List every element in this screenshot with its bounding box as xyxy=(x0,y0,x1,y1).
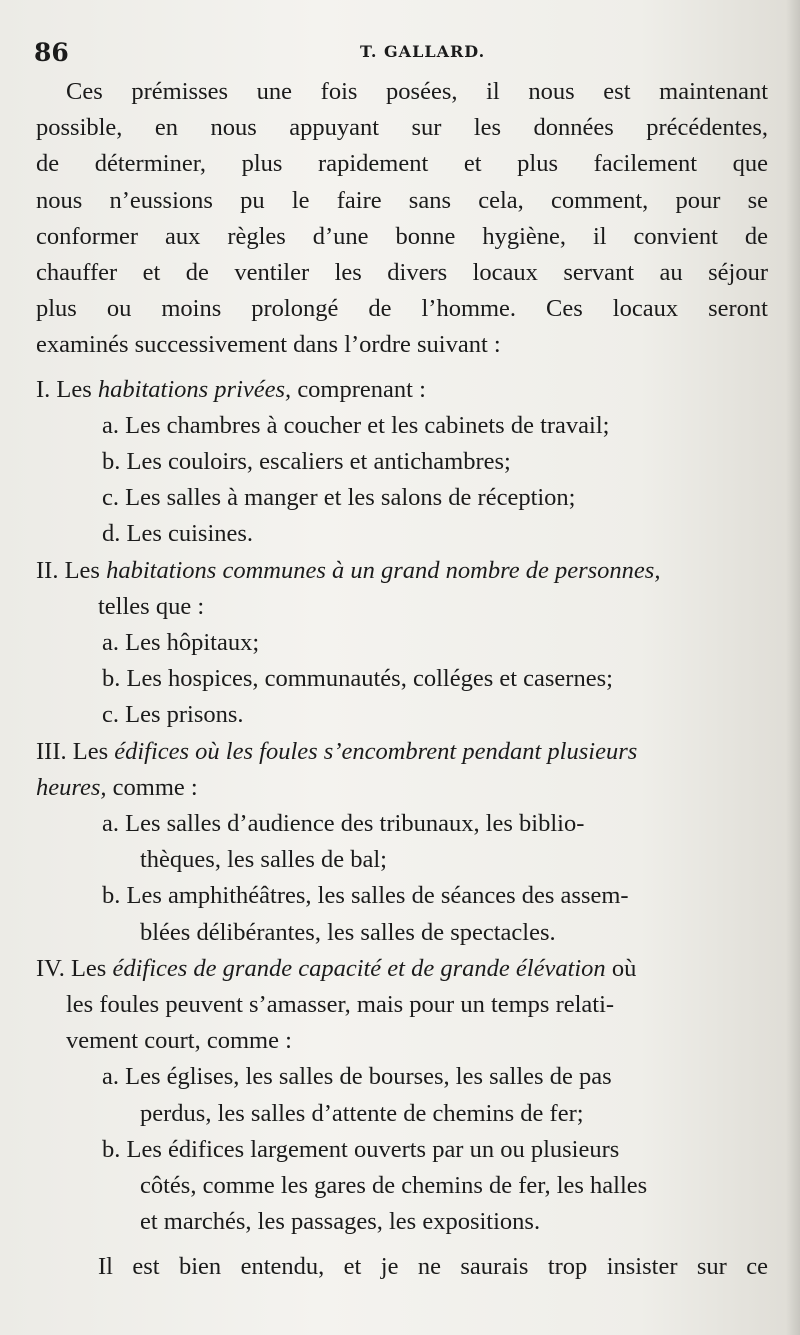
section-heading: IV. Les édifices de grande capacité et de grande élévation où xyxy=(36,954,637,982)
intro-line: plus ou moins prolongé de l’homme. Ces locaux seront xyxy=(36,295,768,323)
list-item: c. Les salles à manger et les salons de réception; xyxy=(102,484,576,512)
running-head: T. GALLARD. xyxy=(360,42,486,61)
section-number: II. xyxy=(36,556,59,584)
section-continuation: telles que : xyxy=(98,592,205,620)
list-item-continuation: blées délibérantes, les salles de spectacles. xyxy=(140,918,556,946)
section-continuation: les foules peuvent s’amasser, mais pour un temps relati- xyxy=(66,991,615,1019)
list-item-continuation: perdus, les salles d’attente de chemins de fer; xyxy=(140,1099,584,1127)
list-item-continuation: thèques, les salles de bal; xyxy=(140,846,387,874)
list-item: a. Les hôpitaux; xyxy=(102,629,260,657)
closing-line: Il est bien entendu, et je ne saurais trop insister sur ce xyxy=(98,1252,768,1280)
list-item-continuation: côtés, comme les gares de chemins de fer, les halles xyxy=(140,1172,648,1200)
page-header xyxy=(34,38,774,70)
intro-line: Ces prémisses une fois posées, il nous est maintenant xyxy=(66,78,768,105)
list-item: a. Les salles d’audience des tribunaux, les biblio- xyxy=(102,810,585,838)
intro-line: conformer aux règles d’une bonne hygiène, il convient de xyxy=(36,222,768,250)
intro-line: nous n’eussions pu le faire sans cela, comment, pour se xyxy=(36,186,768,214)
section-continuation: vement court, comme : xyxy=(66,1027,292,1055)
list-item: a. Les églises, les salles de bourses, les salles de pas xyxy=(102,1063,612,1091)
page-number: 86 xyxy=(34,38,69,67)
section-continuation: heures, comme : xyxy=(36,773,198,801)
body-text xyxy=(36,74,768,1285)
section-heading: II. Les habitations communes à un grand nombre de personnes, xyxy=(36,556,661,584)
list-item: b. Les édifices largement ouverts par un ou plusieurs xyxy=(102,1135,620,1163)
list-item: d. Les cuisines. xyxy=(102,520,254,548)
intro-line: de déterminer, plus rapidement et plus facilement que xyxy=(36,150,768,178)
intro-line: examinés successivement dans l’ordre suivant : xyxy=(36,331,501,359)
list-item: a. Les chambres à coucher et les cabinets de travail; xyxy=(102,411,610,439)
list-item: b. Les amphithéâtres, les salles de séances des assem- xyxy=(102,882,629,910)
section-number: I. xyxy=(36,375,51,403)
intro-line: possible, en nous appuyant sur les données précédentes, xyxy=(36,114,768,142)
section-heading: I. Les habitations privées, comprenant : xyxy=(36,375,426,403)
list-item: b. Les couloirs, escaliers et antichambres; xyxy=(102,448,511,476)
section-number: IV. xyxy=(36,954,65,982)
section-number: III. xyxy=(36,737,67,765)
intro-line: chauffer et de ventiler les divers locaux servant au séjour xyxy=(36,259,768,287)
section-title: habitations communes à un grand nombre de personnes, xyxy=(106,556,661,584)
section-title: habitations privées, xyxy=(97,375,292,403)
list-item: b. Les hospices, communautés, colléges et casernes; xyxy=(102,665,613,693)
list-item: c. Les prisons. xyxy=(102,701,244,729)
section-title: édifices où les foules s’encombrent pendant plusieurs xyxy=(114,737,638,765)
section-heading: III. Les édifices où les foules s’encombrent pendant plusieurs xyxy=(36,737,638,765)
list-item-continuation: et marchés, les passages, les expositions. xyxy=(140,1208,541,1236)
section-title: édifices de grande capacité et de grande élévation xyxy=(112,954,606,982)
page-edge-shadow xyxy=(786,0,800,1335)
